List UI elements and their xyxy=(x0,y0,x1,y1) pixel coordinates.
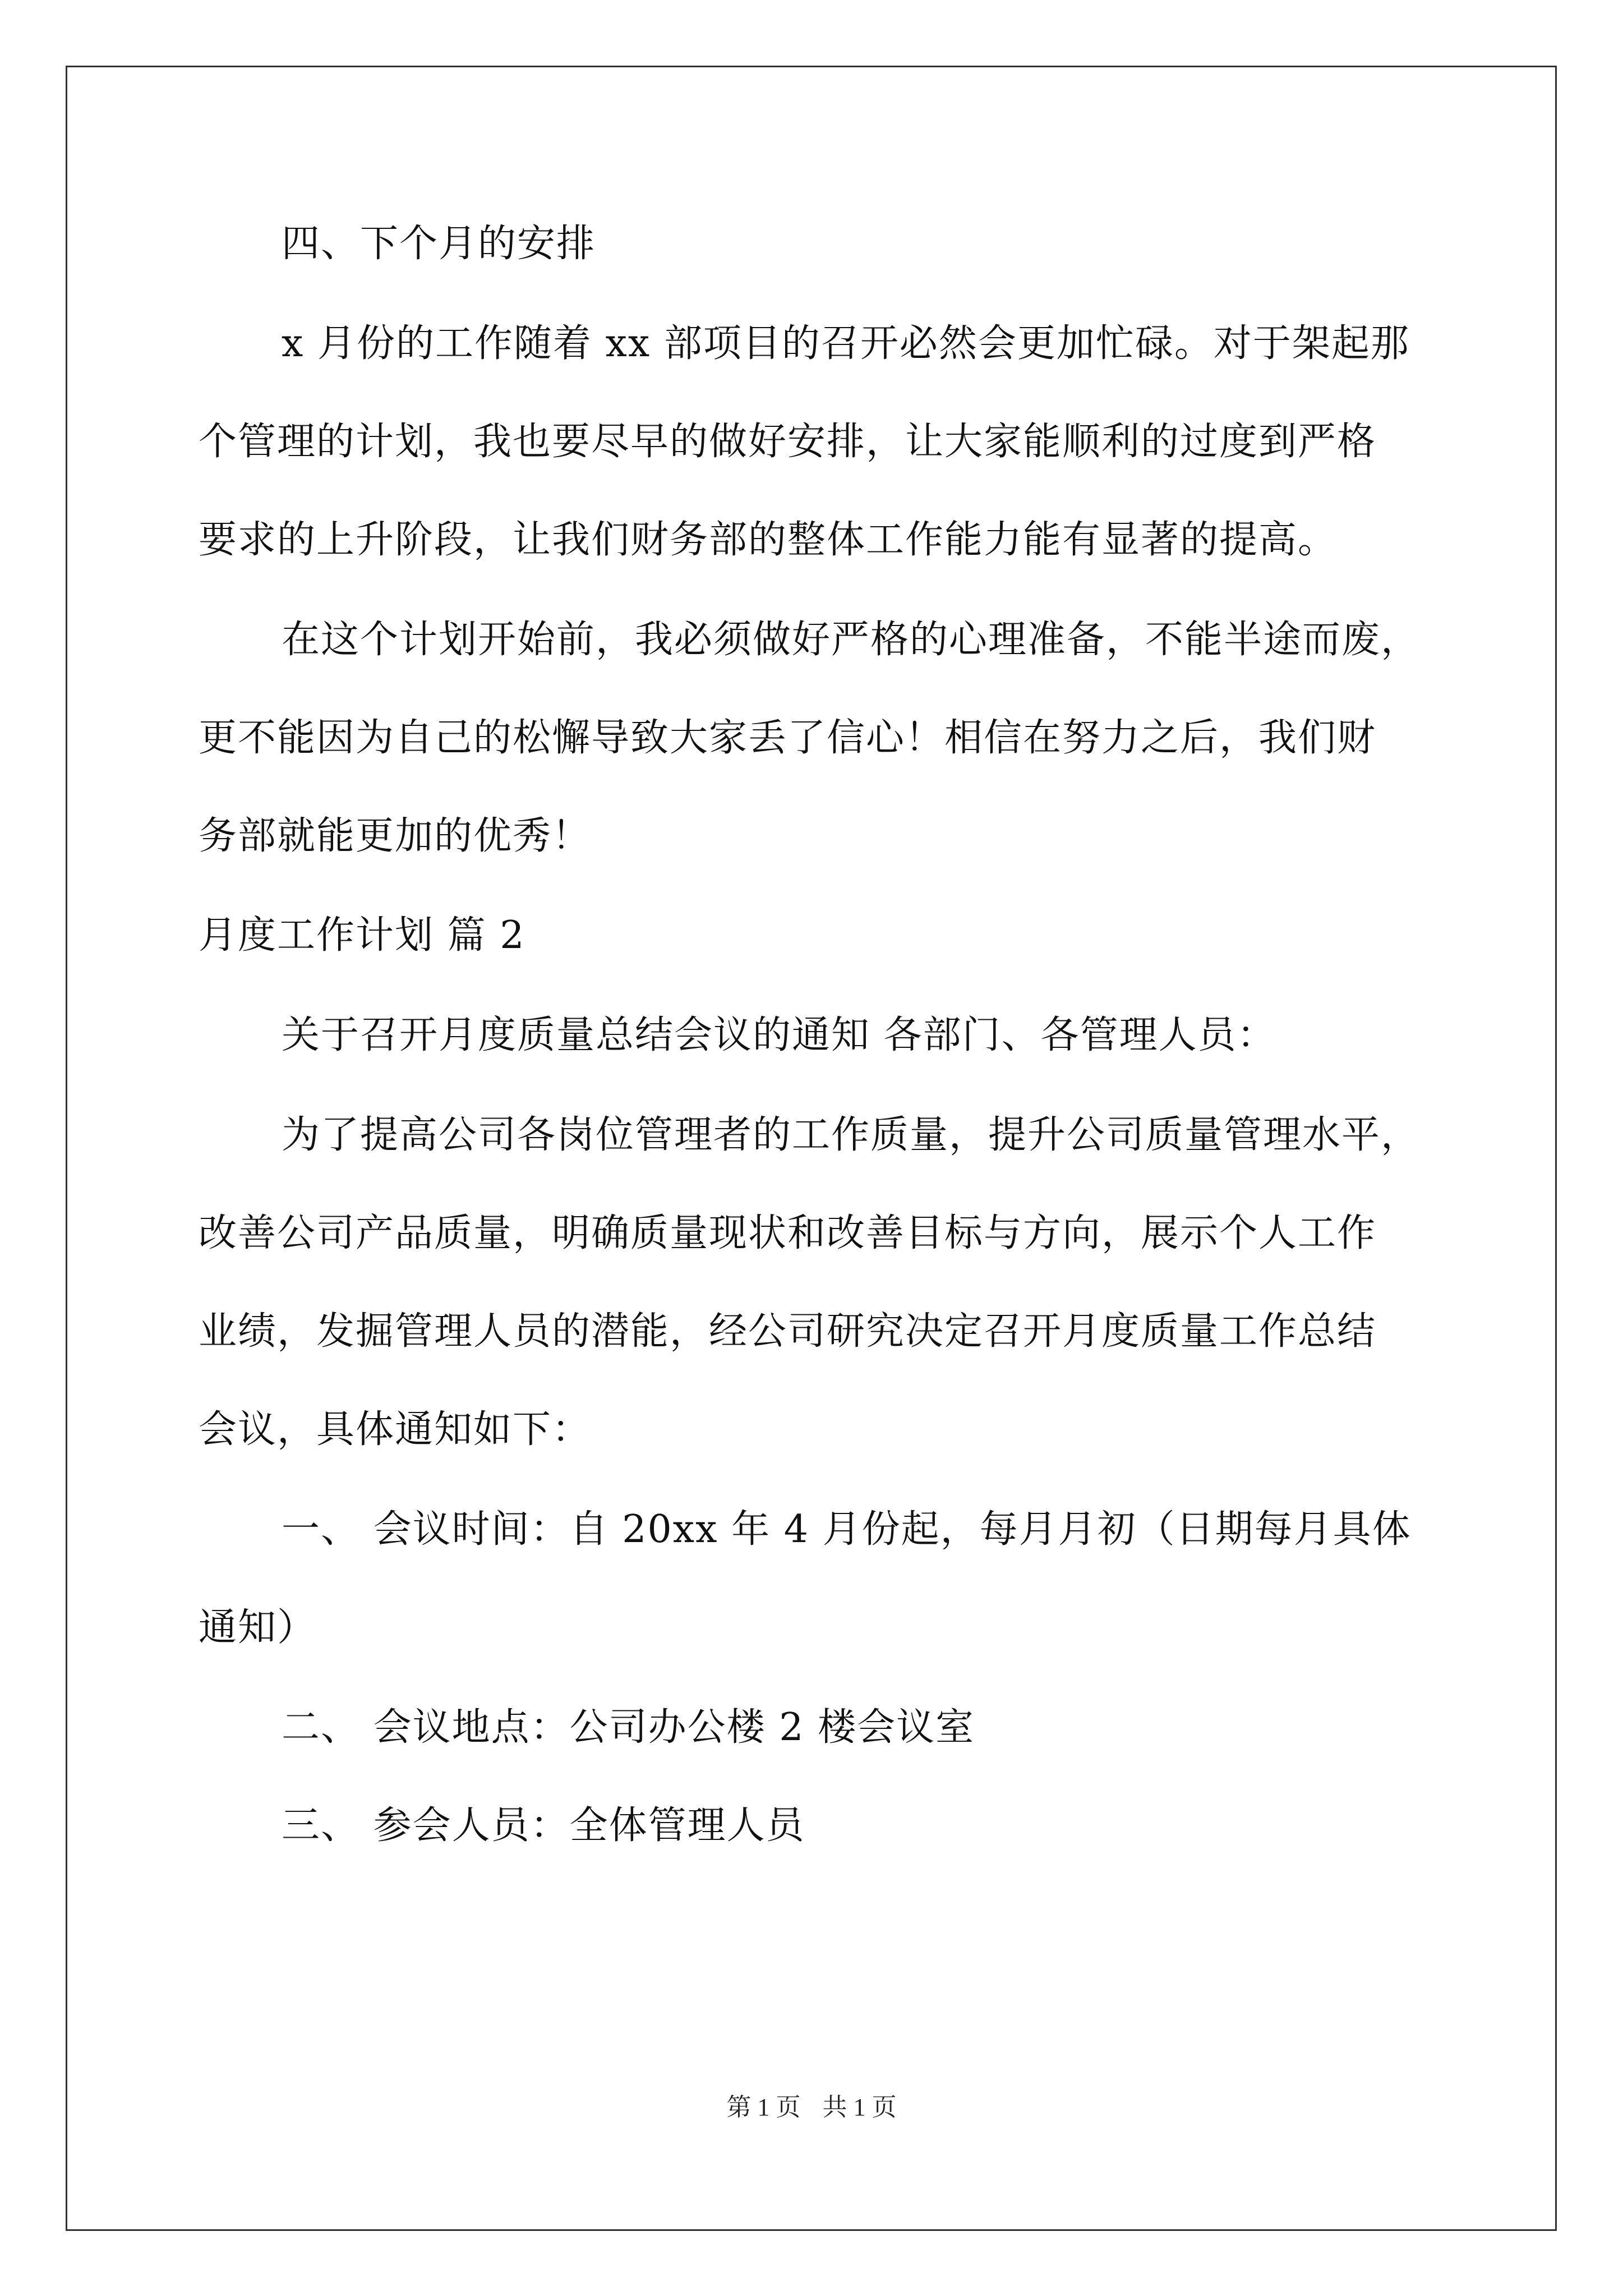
page-number: 第 1 页 xyxy=(726,2093,801,2121)
notice-title: 关于召开月度质量总结会议的通知 各部门、各管理人员： xyxy=(282,1013,1276,1057)
page-footer xyxy=(0,2087,1623,2123)
page-total: 共 1 页 xyxy=(822,2093,897,2121)
list-item-continuation: 通知） xyxy=(199,1605,317,1650)
paragraph-line: 业绩，发掘管理人员的潜能，经公司研究决定召开月度质量工作总结 xyxy=(199,1309,1377,1354)
document-title: 月度工作计划 篇 2 xyxy=(199,913,525,958)
paragraph-line: x 月份的工作随着 xx 部项目的召开必然会更加忙碌。对于架起那 xyxy=(282,321,1410,366)
list-item: 三、 参会人员：全体管理人员 xyxy=(282,1803,805,1848)
paragraph-line: 会议，具体通知如下： xyxy=(199,1407,592,1452)
paragraph-line: 更不能因为自己的松懈导致大家丢了信心！相信在努力之后，我们财 xyxy=(199,716,1377,760)
list-item: 一、 会议时间：自 20xx 年 4 月份起，每月月初（日期每月具体 xyxy=(282,1507,1412,1552)
paragraph-line: 改善公司产品质量，明确质量现状和改善目标与方向，展示个人工作 xyxy=(199,1211,1377,1255)
section-heading: 四、下个月的安排 xyxy=(282,222,596,266)
paragraph-line: 在这个计划开始前，我必须做好严格的心理准备，不能半途而废， xyxy=(282,618,1421,662)
paragraph-line: 务部就能更加的优秀！ xyxy=(199,814,592,858)
list-item: 二、 会议地点：公司办公楼 2 楼会议室 xyxy=(282,1705,975,1750)
paragraph-line: 为了提高公司各岗位管理者的工作质量，提升公司质量管理水平， xyxy=(282,1113,1421,1157)
paragraph-line: 个管理的计划，我也要尽早的做好安排，让大家能顺利的过度到严格 xyxy=(199,420,1377,464)
paragraph-line: 要求的上升阶段，让我们财务部的整体工作能力能有显著的提高。 xyxy=(199,518,1338,562)
